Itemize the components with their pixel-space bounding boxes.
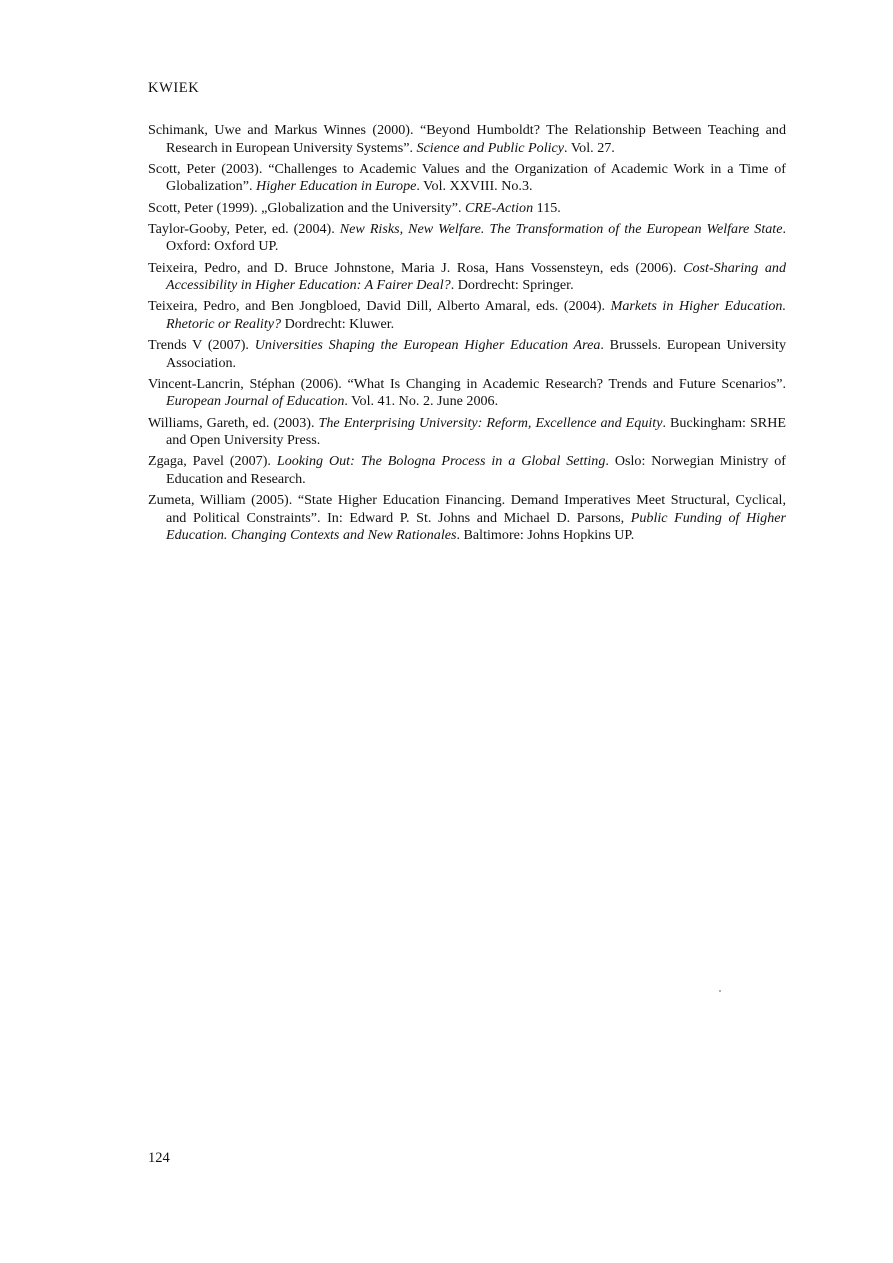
- reference-text: Teixeira, Pedro, and D. Bruce Johnstone, Maria J. Rosa, Hans Vossensteyn, eds (2006).: [148, 259, 684, 276]
- reference-details: . Vol. XXVIII. No.3.: [416, 178, 533, 195]
- reference-details: . Brussels. European University Association.: [166, 337, 787, 371]
- reference-title: Higher Education in Europe: [256, 178, 417, 195]
- reference-entry: [148, 298, 786, 333]
- reference-details: . Baltimore: Johns Hopkins UP.: [456, 527, 635, 544]
- reference-list: [148, 122, 786, 549]
- running-head: KWIEK: [148, 80, 200, 96]
- reference-details: . Oxford: Oxford UP.: [166, 220, 786, 255]
- reference-entry: [148, 453, 786, 488]
- reference-text: Scott, Peter (1999). „Globalization and the University”.: [148, 199, 466, 216]
- reference-text: Taylor-Gooby, Peter, ed. (2004).: [148, 220, 340, 237]
- reference-details: . Buckingham: SRHE and Open University Press.: [166, 414, 786, 449]
- reference-details: . Vol. 27.: [564, 139, 615, 156]
- reference-title: Science and Public Policy: [416, 139, 565, 156]
- reference-title: The Enterprising University: Reform, Excellence and Equity: [318, 414, 663, 431]
- reference-text: Scott, Peter (2003). “Challenges to Academic Values and the Organization of Academic Work in a Time of Globalization”.: [148, 160, 786, 195]
- reference-title: Markets in Higher Education. Rhetoric or Reality?: [166, 298, 786, 332]
- reference-entry: [148, 122, 786, 157]
- reference-details: . Oslo: Norwegian Ministry of Education and Research.: [166, 453, 786, 488]
- reference-title: Public Funding of Higher Education. Changing Contexts and New Rationales: [166, 509, 786, 544]
- reference-details: 115.: [533, 199, 561, 216]
- reference-text: Schimank, Uwe and Markus Winnes (2000). “Beyond Humboldt? The Relationship Between Teaching and Research in European University Systems”.: [148, 122, 786, 156]
- reference-title: Cost-Sharing and Accessibility in Higher Education: A Fairer Deal?: [166, 259, 787, 294]
- scan-speck: [719, 990, 721, 992]
- reference-text: Trends V (2007).: [148, 337, 255, 354]
- reference-details: . Dordrecht: Springer.: [450, 277, 574, 294]
- reference-entry: [148, 221, 786, 256]
- reference-title: New Risks, New Welfare. The Transformation of the European Welfare State: [339, 220, 783, 237]
- reference-details: Dordrecht: Kluwer.: [281, 315, 395, 332]
- reference-text: Williams, Gareth, ed. (2003).: [148, 414, 319, 431]
- reference-title: CRE-Action: [465, 199, 534, 216]
- page-number: 124: [148, 1150, 170, 1166]
- reference-entry: [148, 415, 786, 450]
- reference-text: Teixeira, Pedro, and Ben Jongbloed, David Dill, Alberto Amaral, eds. (2004).: [148, 298, 611, 315]
- reference-entry: [148, 376, 786, 411]
- reference-entry: [148, 161, 786, 196]
- reference-entry: [148, 337, 786, 372]
- reference-entry: [148, 200, 786, 218]
- reference-text: Zgaga, Pavel (2007).: [148, 453, 277, 470]
- reference-text: Vincent-Lancrin, Stéphan (2006). “What Is Changing in Academic Research? Trends and Future Scenarios”.: [148, 375, 786, 392]
- reference-details: . Vol. 41. No. 2. June 2006.: [344, 393, 499, 410]
- reference-text: Zumeta, William (2005). “State Higher Education Financing. Demand Imperatives Meet Structural, Cyclical, and Political Constraints”. In: Edward P. St. Johns and Michael D. Parsons,: [148, 492, 786, 526]
- reference-title: European Journal of Education: [166, 393, 345, 410]
- reference-title: Looking Out: The Bologna Process in a Global Setting: [276, 453, 606, 470]
- reference-title: Universities Shaping the European Higher Education Area: [254, 337, 601, 354]
- reference-entry: [148, 492, 786, 545]
- reference-entry: [148, 260, 786, 295]
